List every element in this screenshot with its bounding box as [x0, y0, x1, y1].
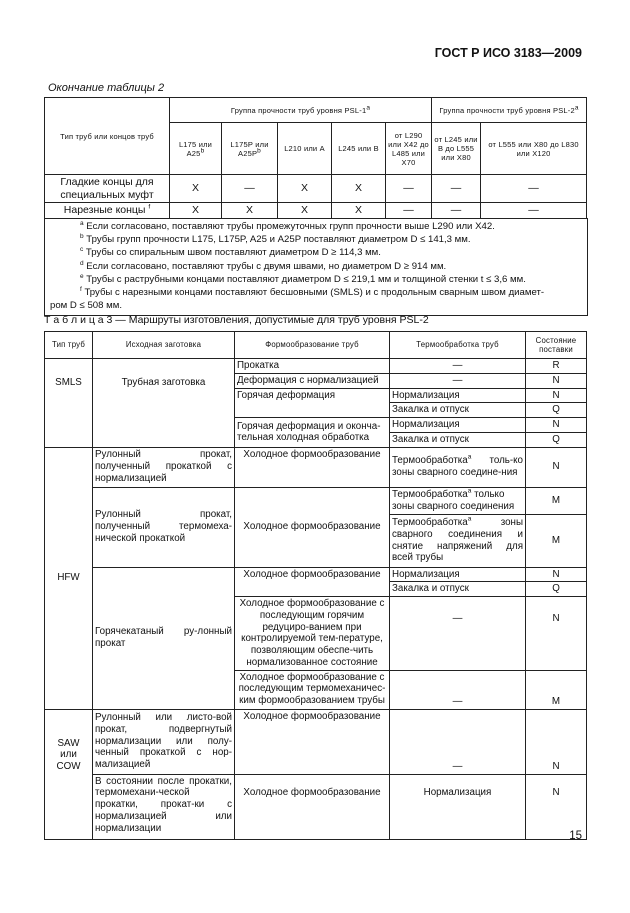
state-cell: M — [526, 487, 587, 514]
table2-cell: X — [332, 203, 386, 219]
heat-cell: Закалка и отпуск — [390, 432, 526, 447]
table2-col-l175p: L175P или $A25P^b$ — [222, 123, 278, 175]
type-cow: COW — [56, 761, 81, 772]
footnote-e: $^e$ Трубы с раструбными концами поставляют диаметром D ≤ 219,1 мм и толщиной стенки t ≤ 3,6 мм. — [80, 272, 526, 285]
type-or: или — [60, 749, 77, 761]
table-row — [45, 709, 587, 774]
table3-type-header: Тип труб — [45, 332, 93, 359]
table2-col-l290: от L290 или X42 до L485 или X70 — [386, 123, 432, 175]
table2-cell: X — [170, 175, 222, 203]
source-cell: В состоянии после прокатки, термомехани-ческой прокатки, прокат-ки с нормализацией или нормализации — [93, 774, 235, 839]
table2-col-l210: L210 или A — [278, 123, 332, 175]
page-number: 15 — [569, 830, 582, 842]
heat-cell: Нормализация — [390, 567, 526, 582]
table3-forming-header: Формообразование труб — [235, 332, 390, 359]
table2-col-l245: L245 или B — [332, 123, 386, 175]
table3 — [44, 331, 587, 840]
state-cell: Q — [526, 582, 587, 597]
table2-cell: — — [481, 203, 587, 219]
table2-cell: X — [170, 203, 222, 219]
table-row — [45, 447, 587, 487]
heat-cell: Термообработка$^a$ только зоны сварного соединения — [390, 487, 526, 514]
state-cell: N — [526, 418, 587, 433]
state-cell: N — [526, 388, 587, 403]
state-cell: N — [526, 774, 587, 839]
state-cell: Q — [526, 403, 587, 418]
source-cell: Рулонный прокат, полученный прокаткой с нормализацией — [93, 447, 235, 487]
heat-cell: — — [390, 709, 526, 774]
table-row — [45, 175, 587, 203]
table2-cell: — — [481, 175, 587, 203]
forming-cell: Горячая деформация — [235, 388, 390, 418]
heat-cell: Термообработка$^a$ зоны сварного соединения и снятие напряжений для всей трубы — [390, 514, 526, 567]
table-row — [45, 774, 587, 839]
heat-cell: Нормализация — [390, 774, 526, 839]
standard-header: ГОСТ Р ИСО 3183—2009 — [434, 46, 582, 60]
heat-cell: Нормализация — [390, 418, 526, 433]
state-cell: N — [526, 567, 587, 582]
forming-cell: Холодное формообразование с последующим термомеханичес-ким формообразованием трубы — [235, 670, 390, 709]
table3-caption: Т а б л и ц а 3 — Маршруты изготовления, допустимые для труб уровня PSL-2 — [44, 314, 429, 326]
state-cell: R — [526, 359, 587, 374]
table2-col-l175: L175 или A25$^b$ — [170, 123, 222, 175]
heat-cell: Закалка и отпуск — [390, 403, 526, 418]
type-smls: SMLS — [45, 359, 93, 448]
table2-footnotes — [44, 218, 588, 316]
footnote-c: $^c$ Трубы со спиральным швом поставляют диаметром D ≥ 114,3 мм. — [80, 246, 381, 259]
forming-cell: Холодное формообразование — [235, 447, 390, 487]
table3-source-header: Исходная заготовка — [93, 332, 235, 359]
state-cell: M — [526, 670, 587, 709]
state-cell: N — [526, 373, 587, 388]
table2-cell: — — [386, 175, 432, 203]
forming-cell: Холодное формообразование с последующим горячим редуциро-ванием при контролируемой тем-пературе, позволяющим обеспе-чить нормализованное состояние — [235, 597, 390, 671]
table-row — [45, 203, 587, 219]
table2-cell: X — [278, 175, 332, 203]
type-hfw: HFW — [45, 447, 93, 709]
table2 — [44, 97, 587, 219]
source-cell: Рулонный прокат, полученный термомеха-нической прокаткой — [93, 487, 235, 567]
footnote-f: $^f$ Трубы с нарезными концами поставляют бесшовными (SMLS) и с продольным сварным швом диамет- — [80, 285, 545, 299]
table-row — [45, 359, 587, 374]
table2-cell: — — [432, 175, 481, 203]
forming-cell: Холодное формообразование — [235, 567, 390, 597]
forming-cell: Деформация с нормализацией — [235, 373, 390, 388]
state-cell: M — [526, 514, 587, 567]
forming-cell: Холодное формообразование — [235, 487, 390, 567]
table-row — [45, 567, 587, 582]
footnote-d: $^d$ Если согласовано, поставляют трубы с двумя швами, но диаметром D ≥ 914 мм. — [80, 259, 447, 272]
heat-cell: — — [390, 670, 526, 709]
source-cell: Рулонный или листо-вой прокат, подвергнутый нормализации или полу-ченный прокаткой с нор-мализацией — [93, 709, 235, 774]
heat-cell: Закалка и отпуск — [390, 582, 526, 597]
forming-cell: Холодное формообразование — [235, 709, 390, 774]
table2-cell: — — [386, 203, 432, 219]
table2-type-header: Тип труб или концов труб — [45, 98, 170, 175]
state-cell: N — [526, 447, 587, 487]
heat-cell: — — [390, 359, 526, 374]
type-saw-cow — [45, 709, 93, 839]
forming-cell: Холодное формообразование — [235, 774, 390, 839]
footnote-f-cont: ром D ≤ 508 мм. — [50, 300, 122, 312]
forming-cell: Горячая деформация и оконча-тельная холодная обработка — [235, 418, 390, 448]
table2-cell: X — [332, 175, 386, 203]
table2-cell: X — [278, 203, 332, 219]
state-cell: N — [526, 597, 587, 671]
table2-row-label: Гладкие концы для специальных муфт — [45, 175, 170, 203]
table3-state-header: Состояние поставки — [526, 332, 587, 359]
heat-cell: Нормализация — [390, 388, 526, 403]
table2-psl1-header: Группа прочности труб уровня PSL-1$^a$ — [170, 98, 432, 123]
table2-cell: — — [432, 203, 481, 219]
table2-cell: — — [222, 175, 278, 203]
table2-cell: X — [222, 203, 278, 219]
table2-col-l555: от L555 или X80 до L830 или X120 — [481, 123, 587, 175]
state-cell: Q — [526, 432, 587, 447]
table-row — [45, 487, 587, 514]
source-cell: Трубная заготовка — [93, 359, 235, 448]
forming-cell: Прокатка — [235, 359, 390, 374]
table2-row-label: Нарезные концы $^f$ — [45, 203, 170, 219]
table2-psl2-header: Группа прочности труб уровня PSL-2$^a$ — [432, 98, 587, 123]
footnote-b: $^b$ Трубы групп прочности L175, L175P, A25 и A25P поставляют диаметром D ≤ 141,3 мм. — [80, 233, 471, 246]
heat-cell: — — [390, 373, 526, 388]
type-saw: SAW — [57, 737, 80, 749]
source-cell: Горячекатаный ру-лонный прокат — [93, 567, 235, 709]
footnote-a: $^a$ Если согласовано, поставляют трубы промежуточных групп прочности выше L290 или X42. — [80, 219, 495, 232]
heat-cell: Термообработка$^a$ толь-ко зоны сварного соедине-ния — [390, 447, 526, 487]
heat-cell: — — [390, 597, 526, 671]
table3-heat-header: Термообработка труб — [390, 332, 526, 359]
state-cell: N — [526, 709, 587, 774]
table2-col-l245-psl2: от L245 или B до L555 или X80 — [432, 123, 481, 175]
table2-caption: Окончание таблицы 2 — [48, 82, 165, 94]
